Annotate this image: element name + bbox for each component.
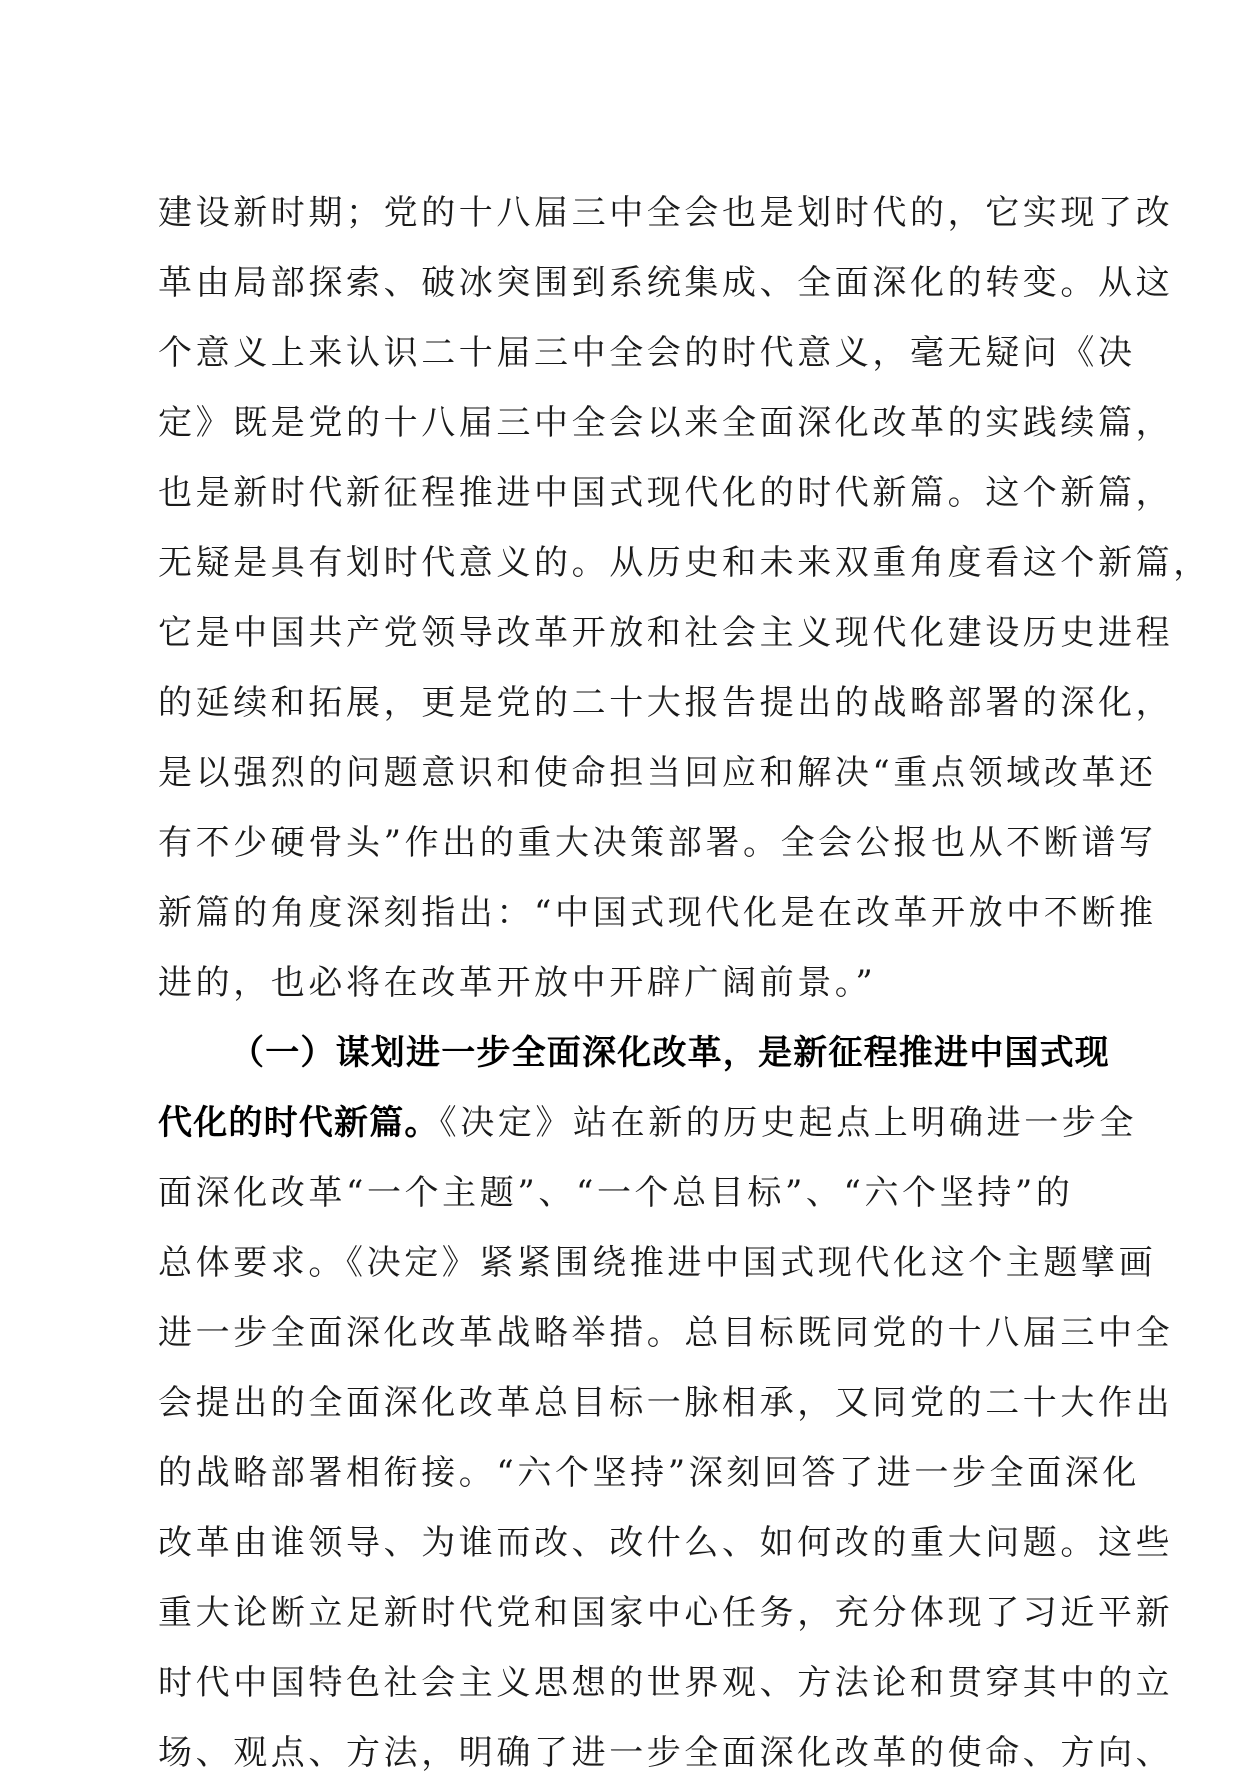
paragraph-line: 的延续和拓展，更是党的二十大报告提出的战略部署的深化， [158,683,1174,723]
paragraph-line: 是以强烈的问题意识和使命担当回应和解决“重点领域改革还 [158,753,1157,793]
paragraph-line: 进一步全面深化改革战略举措。总目标既同党的十八届三中全 [158,1313,1174,1353]
paragraph-text: 《决定》站在新的历史起点上明确进一步全 [439,1103,1138,1143]
paragraph-line: 也是新时代新征程推进中国式现代化的时代新篇。这个新篇， [158,473,1174,513]
paragraph-line: 无疑是具有划时代意义的。从历史和未来双重角度看这个新篇， [158,543,1211,583]
paragraph-line: 新篇的角度深刻指出：“中国式现代化是在改革开放中不断推 [158,893,1157,933]
paragraph-line: 会提出的全面深化改革总目标一脉相承，又同党的二十大作出 [158,1383,1174,1423]
paragraph-line: 定》既是党的十八届三中全会以来全面深化改革的实践续篇， [158,403,1174,443]
paragraph-line: 的战略部署相衔接。“六个坚持”深刻回答了进一步全面深化 [158,1453,1140,1493]
body-text [158,178,1211,1788]
paragraph-line: 个意义上来认识二十届三中全会的时代意义，毫无疑问《决 [158,333,1136,373]
paragraph-line: 重大论断立足新时代党和国家中心任务，充分体现了习近平新 [158,1593,1174,1633]
paragraph-line: 革由局部探索、破冰突围到系统集成、全面深化的转变。从这 [158,263,1174,303]
section-heading: （一）谋划进一步全面深化改革，是新征程推进中国式现 [230,1033,1110,1073]
paragraph-line: 改革由谁领导、为谁而改、改什么、如何改的重大问题。这些 [158,1523,1174,1563]
section-heading-end: 代化的时代新篇。 [158,1103,440,1143]
paragraph-line [158,1088,1138,1158]
paragraph-line: 有不少硬骨头”作出的重大决策部署。全会公报也从不断谱写 [158,823,1157,863]
paragraph-line: 建设新时期；党的十八届三中全会也是划时代的，它实现了改 [158,193,1174,233]
paragraph-line: 进的，也必将在改革开放中开辟广阔前景。” [158,963,877,1003]
paragraph-line: 总体要求。《决定》紧紧围绕推进中国式现代化这个主题擘画 [158,1243,1157,1283]
paragraph-line: 时代中国特色社会主义思想的世界观、方法论和贯穿其中的立 [158,1663,1174,1703]
paragraph-line: 它是中国共产党领导改革开放和社会主义现代化建设历史进程 [158,613,1174,653]
paragraph-line: 场、观点、方法，明确了进一步全面深化改革的使命、方向、 [158,1733,1174,1773]
paragraph-line: 面深化改革“一个主题”、“一个总目标”、“六个坚持”的 [158,1173,1074,1213]
